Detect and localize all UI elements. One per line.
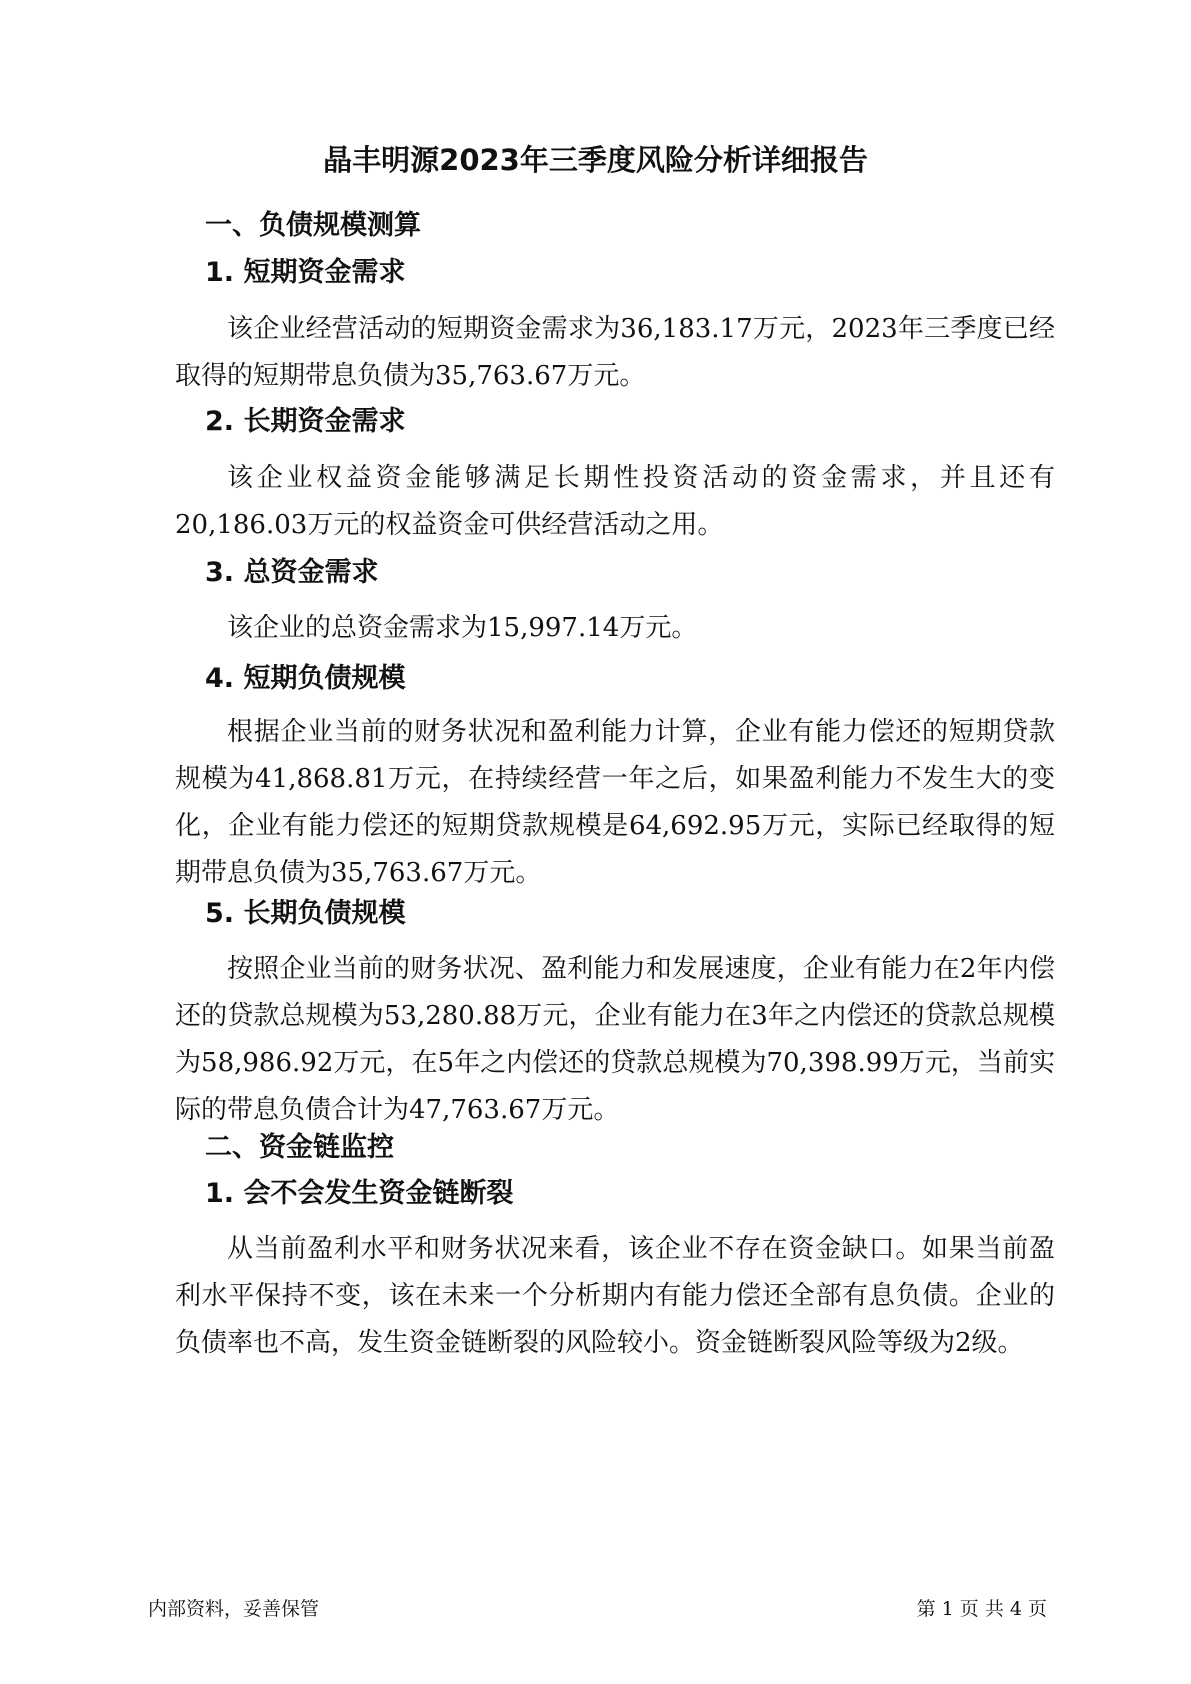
section-heading-cash-chain: 二、资金链监控 [205, 1132, 394, 1163]
footer-confidential-note: 内部资料，妥善保管 [148, 1598, 320, 1620]
paragraph-cash-chain-break: 从当前盈利水平和财务状况来看，该企业不存在资金缺口。如果当前盈利水平保持不变，该在未来一个分析期内有能力偿还全部有息负债。企业的负债率也不高，发生资金链断裂的风险较小。资金链断裂风险等级为2级。 [175, 1234, 1055, 1358]
paragraph-short-term-debt: 根据企业当前的财务状况和盈利能力计算，企业有能力偿还的短期贷款规模为41,868.81万元，在持续经营一年之后，如果盈利能力不发生大的变化，企业有能力偿还的短期贷款规模是64,692.95万元，实际已经取得的短期带息负债为35,763.67万元。 [175, 717, 1055, 888]
paragraph-long-term-debt: 按照企业当前的财务状况、盈利能力和发展速度，企业有能力在2年内偿还的贷款总规模为53,280.88万元，企业有能力在3年之内偿还的贷款总规模为58,986.92万元，在5年之内偿还的贷款总规模为70,398.99万元，当前实际的带息负债合计为47,763.67万元。 [175, 954, 1055, 1125]
subsection-heading-short-term-funding: 1. 短期资金需求 [205, 257, 406, 288]
subsection-heading-long-term-debt: 5. 长期负债规模 [205, 898, 406, 929]
subsection-heading-total-funding: 3. 总资金需求 [205, 557, 379, 588]
subsection-heading-long-term-funding: 2. 长期资金需求 [205, 406, 406, 437]
paragraph-short-term-funding: 该企业经营活动的短期资金需求为36,183.17万元，2023年三季度已经取得的短期带息负债为35,763.67万元。 [175, 314, 1055, 391]
report-title: 晶丰明源2023年三季度风险分析详细报告 [323, 143, 868, 177]
subsection-heading-short-term-debt: 4. 短期负债规模 [205, 663, 406, 694]
section-heading-debt-scale: 一、负债规模测算 [205, 210, 421, 241]
paragraph-long-term-funding: 该企业权益资金能够满足长期性投资活动的资金需求，并且还有20,186.03万元的权益资金可供经营活动之用。 [175, 463, 1055, 540]
footer-page-number: 第 1 页 共 4 页 [916, 1598, 1047, 1620]
paragraph-total-funding: 该企业的总资金需求为15,997.14万元。 [227, 613, 698, 643]
subsection-heading-cash-chain-break: 1. 会不会发生资金链断裂 [205, 1178, 514, 1209]
